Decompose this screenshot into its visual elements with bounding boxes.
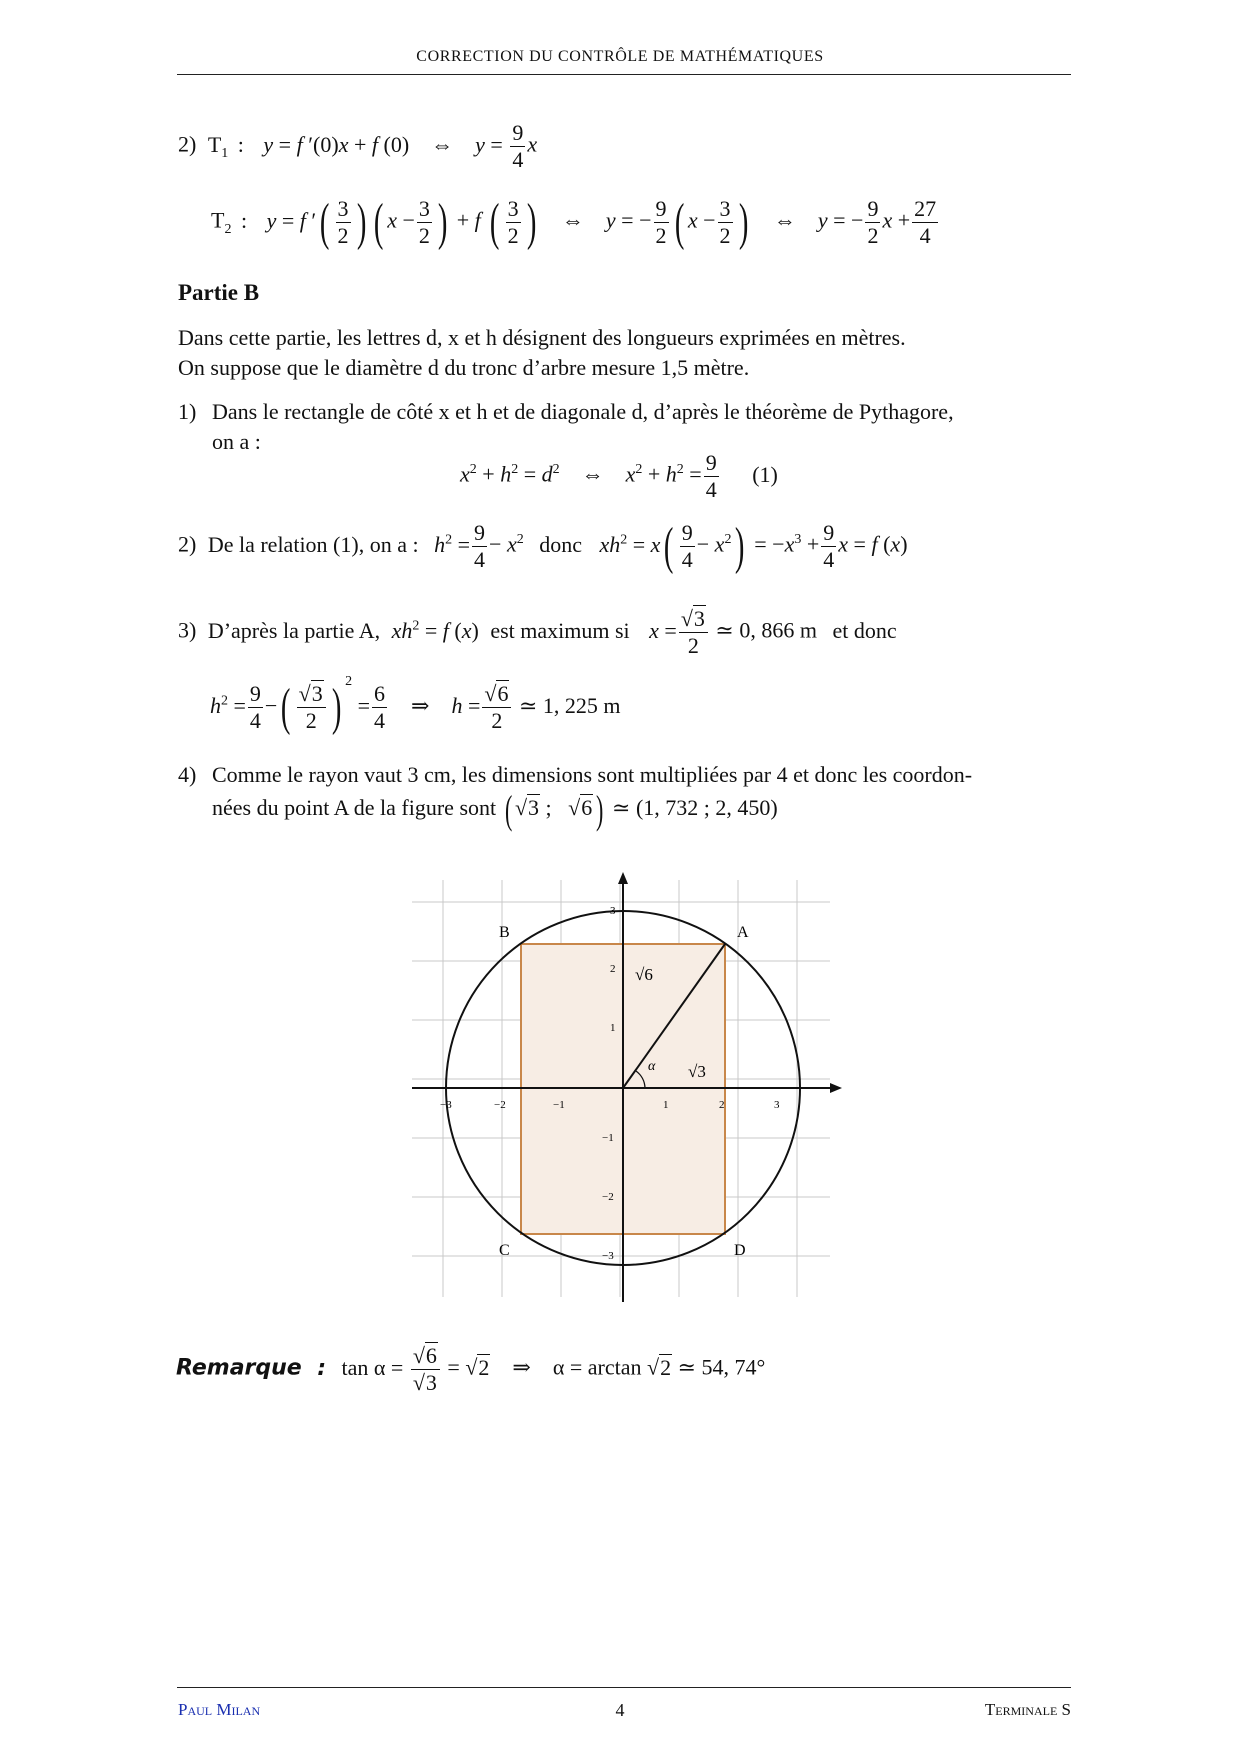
q4-text-2: nées du point A de la figure sont [212, 795, 497, 821]
label-b: B [499, 924, 510, 941]
page-number: 4 [615, 1700, 625, 1720]
t1-colon: : [237, 131, 244, 157]
circle-rectangle-figure [412, 872, 842, 1302]
q3-label: 3) [178, 617, 197, 643]
y-tick-label: 3 [610, 905, 616, 917]
header-rule [177, 74, 1071, 75]
remark-label: Remarque [176, 1355, 302, 1381]
q3-donc: et donc [832, 617, 897, 643]
remark-tan: tan α = [341, 1354, 404, 1380]
part-b-intro-1: Dans cette partie, les lettres d, x et h désignent des longueurs exprimées en mètres. [178, 325, 906, 350]
part-b-heading: Partie B [178, 280, 260, 305]
q2-text: De la relation (1), on a : [207, 531, 419, 557]
remark: Remarque : tan α = $\frac{√6}{√3}$ = √2 ⇒ α = arctan √2 ≃ 54, 74° [176, 1343, 766, 1395]
footer-author: Paul Milan [178, 1700, 261, 1719]
t2-sub: 2 [224, 221, 232, 237]
q3-h-approx: ≃ 1, 225 m [518, 693, 621, 718]
q3-equation: 3) D’après la partie A, $xh^2 = f$ (x) est maximum si x = $\frac{√3}{2}$ ≃ 0, 866 m et donc [178, 606, 897, 658]
q2-equation: 2) De la relation (1), on a : $h^2$ = $\frac{9}{4}$ − $x^2$ donc $xh^2 = x$( $\frac{9}{4}$ − $x^2) = -x^3$ + $\frac{9}{4}$ x = f (x) [178, 517, 908, 575]
x-tick-label: −2 [494, 1099, 506, 1111]
t2-label: T [211, 207, 225, 233]
q3-max: est maximum si [490, 617, 630, 643]
t1-label: T [207, 131, 222, 157]
q2-label: 2) [178, 531, 197, 557]
remark-colon: : [317, 1355, 327, 1381]
t2-colon: : [240, 207, 248, 233]
label-c: C [499, 1242, 510, 1259]
sqrt6-label: √6 [635, 965, 653, 984]
t1-sub: 1 [221, 145, 229, 161]
footer-class: Terminale S [984, 1700, 1071, 1719]
q4-text-1: Comme le rayon vaut 3 cm, les dimensions sont multipliées par 4 et donc les coordon- [212, 762, 973, 787]
y-tick-label: −2 [602, 1191, 614, 1203]
y-tick-label: −3 [602, 1250, 614, 1262]
q3-text: D’après la partie A, [207, 617, 381, 643]
label-d: D [734, 1242, 746, 1259]
h-computation: $h^2$ = $\frac{9}{4}$ −( $\frac{√3}{2}$ ) $^2$ = $\frac{6}{4}$ ⇒ h = $\frac{√6}{2}$ ≃ 1, 225 m [210, 674, 621, 736]
q4-line-2: nées du point A de la figure sont ( √3 ; √6) ≃ (1, 732 ; 2, 450) [212, 787, 778, 832]
footer-rule [177, 1687, 1071, 1688]
q4-approx: ≃ (1, 732 ; 2, 450) [612, 795, 778, 821]
label-a: A [737, 924, 749, 941]
y-tick-label: 1 [610, 1022, 616, 1034]
header-title: CORRECTION DU CONTRÔLE DE MATHÉMATIQUES [416, 48, 824, 65]
q1-label: 1) [178, 399, 197, 424]
q1-text-2: on a : [212, 429, 261, 454]
remark-approx: ≃ 54, 74° [677, 1354, 766, 1380]
y-axis-arrow [618, 872, 628, 884]
x-tick-label: 2 [719, 1099, 725, 1111]
t2-equation: $T_2$ : y = f ′( $\frac{3}{2}$ ) ( x − $\frac{3}{2}$ ) + f ( $\frac{3}{2}$ ) ⇔ y = − $\frac{9}{2}$ ( x − $\frac{3}{2}$ ) ⇔ y = − $\frac{9}{2}$ x + $\frac{27}{4}$ [211, 193, 937, 251]
t1-equation: 2) $T_1$ : y = f ′(0)x + f (0) ⇔ y = $\frac{9}{4}$ x [178, 120, 538, 172]
q4-label: 4) [178, 762, 197, 787]
x-tick-label: −3 [440, 1099, 452, 1111]
sqrt3-label: √3 [688, 1062, 706, 1081]
remark-result: α = arctan [552, 1354, 642, 1380]
alpha-label: α [648, 1059, 656, 1074]
x-tick-label: 3 [774, 1099, 780, 1111]
x-axis-arrow [830, 1083, 842, 1093]
y-tick-label: −1 [602, 1132, 614, 1144]
y-tick-label: 2 [610, 963, 616, 975]
pythagoras-equation: $x^2 + h^2 = d^2$ ⇔ $x^2 + h^2$ = $\frac{9}{4}$ (1) [460, 450, 778, 502]
equation-number: (1) [752, 461, 778, 487]
q2-donc: donc [539, 531, 582, 557]
q1-text: Dans le rectangle de côté x et h et de diagonale d, d’après le théorème de Pythagore, [212, 399, 954, 424]
q2a-label: 2) [178, 131, 197, 157]
q3-approx: ≃ 0, 866 m [715, 617, 817, 643]
x-tick-label: 1 [663, 1099, 669, 1111]
x-tick-label: −1 [553, 1099, 565, 1111]
part-b-intro-2: On suppose que le diamètre d du tronc d’arbre mesure 1,5 mètre. [178, 355, 750, 380]
